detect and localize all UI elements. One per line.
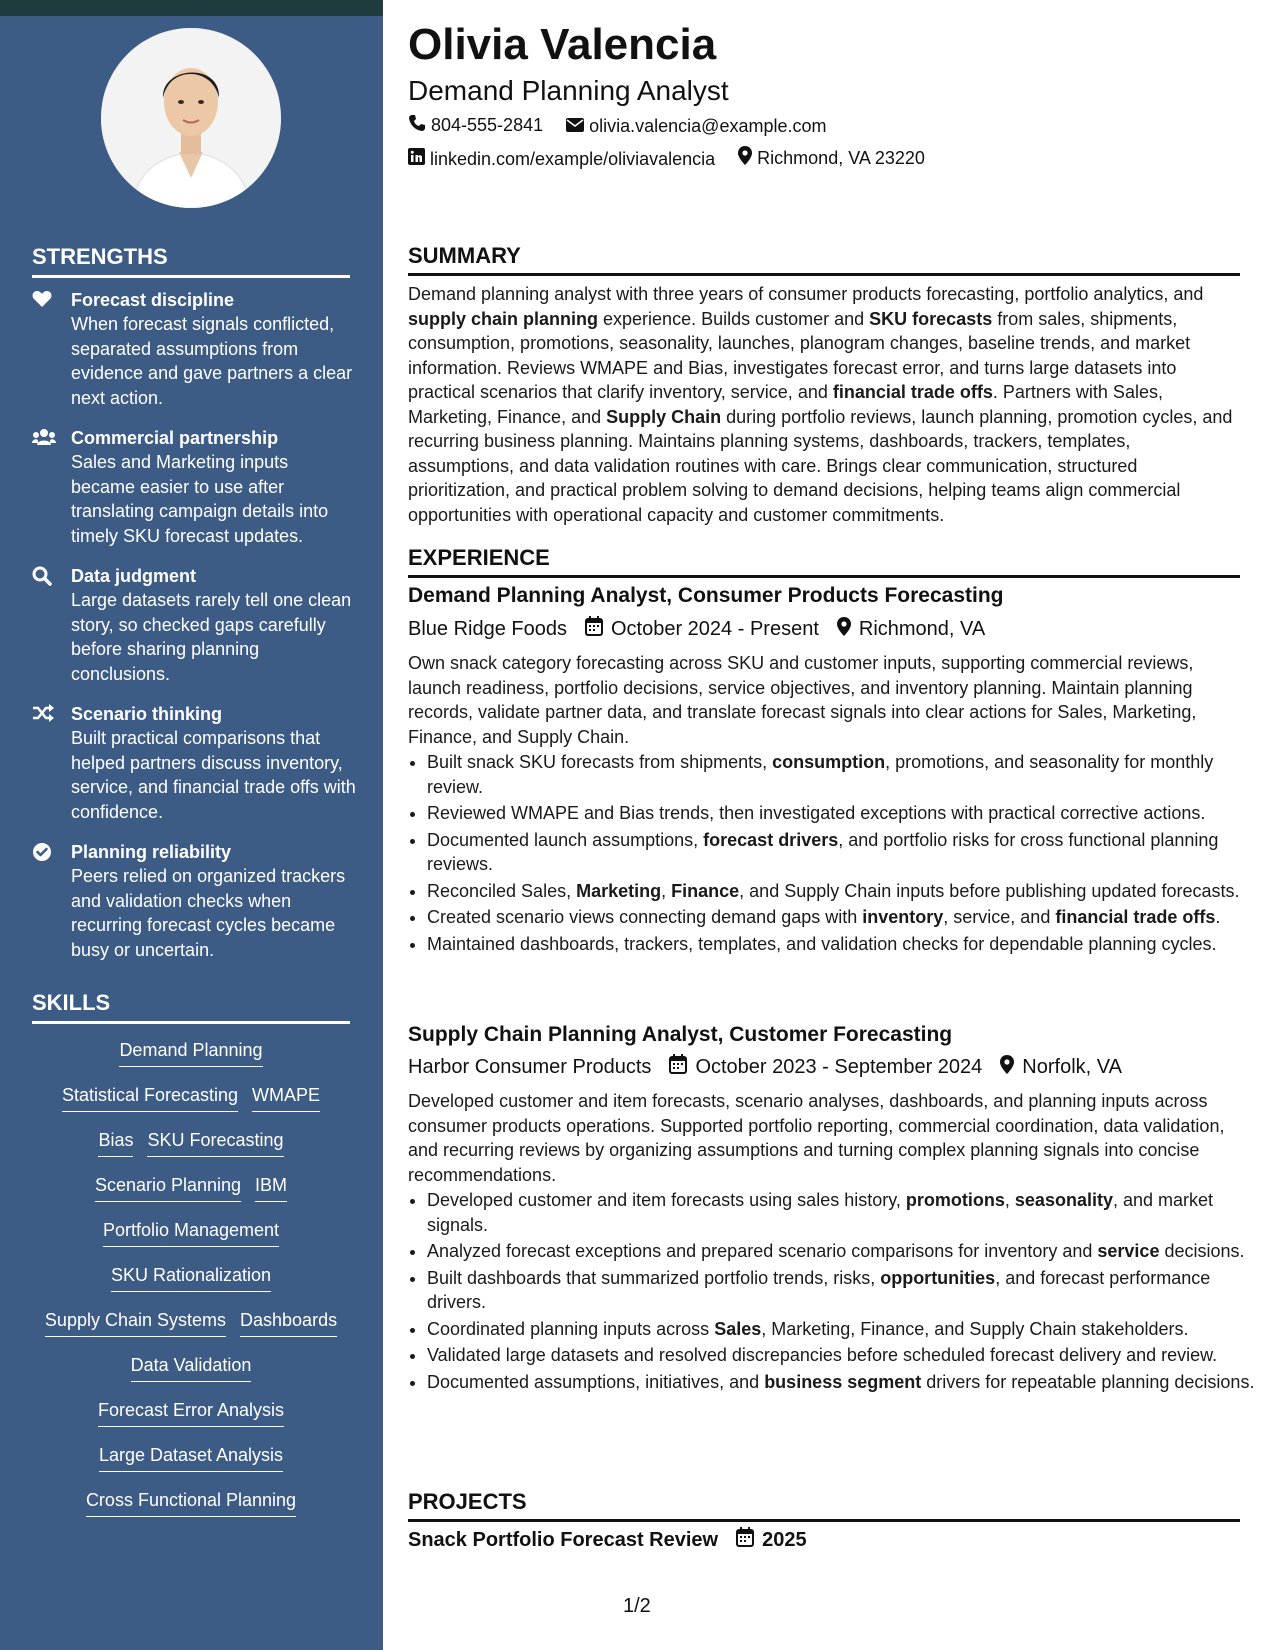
- project-year: 2025: [762, 1528, 807, 1551]
- bullet-item: [427, 1239, 1259, 1264]
- strengths-heading: STRENGTHS: [32, 244, 350, 278]
- bullet-span: , Marketing, Finance, and Supply Chain stakeholders.: [761, 1318, 1189, 1339]
- bullet-span: drivers for repeatable planning decisions.: [921, 1371, 1255, 1392]
- strength-description: Large datasets rarely tell one clean story, so checked gaps carefully before sharing planning conclusions.: [71, 590, 352, 684]
- job-dates: October 2023 - September 2024: [695, 1055, 983, 1078]
- bullet-emphasis: business segment: [764, 1371, 922, 1392]
- job-location: Norfolk, VA: [1022, 1055, 1122, 1078]
- skill-tag: WMAPE: [252, 1083, 320, 1112]
- email-contact[interactable]: [566, 116, 826, 137]
- skill-tag: Dashboards: [240, 1308, 337, 1337]
- search-icon: [32, 566, 54, 586]
- linkedin-url[interactable]: linkedin.com/example/oliviavalencia: [430, 148, 716, 169]
- bullet-span: , and forecast performance drivers.: [427, 1267, 1211, 1312]
- job-description: Developed customer and item forecasts, scenario analyses, dashboards, and planning inputs across consumer products operations. Supported portfolio reporting, commercial coordination, data validation, and recurring reviews by organizing assumptions and turning complex planning signals into concise recommendations.: [408, 1091, 1225, 1185]
- bullet-span: decisions.: [1159, 1241, 1245, 1261]
- summary-emphasis: SKU forecasts: [869, 308, 993, 329]
- bullet-emphasis: Marketing: [576, 880, 662, 901]
- map-pin-icon: [982, 1055, 1022, 1080]
- job-title: Supply Chain Planning Analyst, Customer Forecasting: [408, 1023, 953, 1046]
- bullet-span: Created scenario views connecting demand gaps with: [427, 907, 863, 927]
- summary-span: experience. Builds customer and: [598, 308, 870, 329]
- calendar-icon: [567, 616, 611, 642]
- bullet-item: [427, 1370, 1259, 1395]
- bullet-span: Reconciled Sales,: [427, 880, 577, 901]
- phone-icon: [408, 114, 431, 137]
- calendar-icon: [718, 1527, 762, 1553]
- bullet-item: [427, 1343, 1259, 1368]
- strength-title: Forecast discipline: [71, 290, 235, 310]
- bullet-emphasis: promotions: [905, 1190, 1005, 1210]
- skill-tag: Portfolio Management: [103, 1218, 279, 1247]
- bullet-span: , and market signals.: [427, 1190, 1214, 1235]
- profile-photo: [101, 28, 281, 208]
- bullet-emphasis: seasonality: [1014, 1190, 1113, 1210]
- strength-description: Peers relied on organized trackers and validation checks when recurring forecast cycles became busy or uncertain.: [71, 866, 346, 960]
- bullet-span: Documented assumptions, initiatives, and: [427, 1371, 765, 1392]
- skill-tag: Data Validation: [131, 1353, 252, 1382]
- sidebar-top-strip: [0, 0, 383, 16]
- skill-tag: SKU Forecasting: [147, 1128, 283, 1157]
- bullet-emphasis: forecast drivers: [703, 829, 839, 850]
- contact-line-2: [408, 146, 943, 170]
- job-bullets: [408, 750, 1259, 958]
- summary-heading: SUMMARY: [408, 243, 1240, 276]
- bullet-span: , and portfolio risks for cross functional planning reviews.: [427, 829, 1219, 874]
- linkedin-contact[interactable]: [408, 148, 715, 170]
- page-number: 1/2: [623, 1595, 651, 1617]
- check-circle-icon: [32, 842, 54, 862]
- shuffle-icon: [32, 704, 54, 724]
- skills-list: [28, 1038, 354, 1533]
- bullet-span: Documented launch assumptions,: [427, 829, 704, 850]
- strength-title: Data judgment: [71, 566, 197, 586]
- job-meta: [408, 616, 985, 642]
- strength-description: Sales and Marketing inputs became easier to use after translating campaign details into timely SKU forecast updates.: [71, 452, 329, 546]
- strength-item: [32, 840, 357, 962]
- bullet-span: Reviewed WMAPE and Bias trends, then investigated exceptions with practical corrective actions.: [427, 803, 1206, 823]
- strength-description: When forecast signals conflicted, separated assumptions from evidence and gave partners a clear next action.: [71, 314, 353, 408]
- bullet-item: [427, 879, 1259, 904]
- skill-tag: Demand Planning: [119, 1038, 262, 1067]
- projects-heading: PROJECTS: [408, 1489, 1240, 1522]
- email-address[interactable]: olivia.valencia@example.com: [589, 116, 827, 136]
- summary-emphasis: supply chain planning: [408, 308, 599, 329]
- phone-contact: [408, 114, 543, 137]
- bullet-emphasis: financial trade offs: [1055, 907, 1216, 927]
- bullet-emphasis: opportunities: [880, 1267, 996, 1288]
- summary-span: Demand planning analyst with three years of consumer products forecasting, portfolio analytics, and: [408, 284, 1204, 304]
- bullet-span: Developed customer and item forecasts using sales history,: [427, 1190, 906, 1210]
- bullet-item: [427, 1188, 1259, 1237]
- skill-tag: SKU Rationalization: [111, 1263, 271, 1292]
- project-name: Snack Portfolio Forecast Review: [408, 1528, 719, 1551]
- calendar-icon: [651, 1054, 695, 1080]
- job-meta: [408, 1054, 1122, 1080]
- skill-tag: Scenario Planning: [95, 1173, 241, 1202]
- bullet-span: Validated large datasets and resolved discrepancies before scheduled forecast delivery and review.: [427, 1345, 1218, 1365]
- summary-span: during portfolio reviews, launch planning, promotion cycles, and recurring business planning. Maintains planning systems, dashboards, trackers, templates, assumptions, and data validation routines with care. Brings clear communication, structured prioritization, and practical problem solving to demand decisions, helping teams align commercial opportunities with operational capacity and customer commitments.: [408, 406, 1233, 525]
- strength-title: Planning reliability: [71, 842, 232, 862]
- project-item: [408, 1527, 807, 1553]
- location-contact: [738, 146, 925, 170]
- strengths-list: [32, 288, 357, 978]
- skill-tag: Supply Chain Systems: [45, 1308, 226, 1337]
- strength-item: [32, 702, 357, 824]
- bullet-span: Coordinated planning inputs across: [427, 1318, 715, 1339]
- strength-title: Scenario thinking: [71, 704, 223, 724]
- strength-item: [32, 288, 357, 410]
- experience-heading: EXPERIENCE: [408, 545, 1240, 578]
- summary-span: . Partners with Sales, Marketing, Finance, and: [408, 382, 1163, 427]
- skill-tag: IBM: [255, 1173, 287, 1202]
- contact-line-1: [408, 114, 845, 137]
- envelope-icon: [566, 116, 589, 137]
- job-location: Richmond, VA: [858, 617, 986, 640]
- job-description: Own snack category forecasting across SKU and customer inputs, supporting commercial reviews, launch readiness, portfolio decisions, service objectives, and inventory planning. Maintain planning records, validate partner data, and translate forecast signals into clear actions for Sales, Marketing, Finance, and Supply Chain.: [408, 653, 1197, 747]
- map-pin-icon: [819, 617, 859, 642]
- company-name: Harbor Consumer Products: [408, 1055, 652, 1078]
- skill-tag: Forecast Error Analysis: [98, 1398, 284, 1427]
- candidate-name: Olivia Valencia: [408, 20, 717, 69]
- bullet-span: Built dashboards that summarized portfolio trends, risks,: [427, 1267, 881, 1288]
- summary-emphasis: financial trade offs: [832, 382, 993, 402]
- bullet-span: .: [1215, 907, 1221, 927]
- linkedin-icon: [408, 148, 430, 170]
- bullet-emphasis: consumption: [772, 752, 886, 772]
- skill-tag: Large Dataset Analysis: [99, 1443, 283, 1472]
- bullet-span: , promotions, and seasonality for monthly review.: [427, 752, 1214, 797]
- bullet-emphasis: inventory: [862, 907, 944, 927]
- bullet-span: , service, and: [943, 907, 1056, 927]
- sidebar: [0, 16, 383, 1650]
- bullet-item: [427, 932, 1259, 957]
- bullet-item: [427, 905, 1259, 930]
- skill-tag: Cross Functional Planning: [86, 1488, 296, 1517]
- bullet-item: [427, 801, 1259, 826]
- bullet-emphasis: Finance: [671, 880, 740, 901]
- map-pin-icon: [738, 146, 757, 170]
- phone-number: 804-555-2841: [431, 115, 544, 135]
- bullet-item: [427, 828, 1259, 877]
- summary-span: from sales, shipments, consumption, promotions, seasonality, launches, planogram changes, baseline trends, and market information. Reviews WMAPE and Bias, investigates forecast error, and turns large datasets into practical scenarios that clarify inventory, service, and: [408, 308, 1191, 402]
- bullet-span: ,: [1004, 1190, 1015, 1210]
- bullet-span: , and Supply Chain inputs before publishing updated forecasts.: [739, 880, 1240, 901]
- heart-icon: [32, 290, 54, 310]
- job-title: Demand Planning Analyst, Consumer Products Forecasting: [408, 584, 1004, 607]
- bullet-span: Built snack SKU forecasts from shipments,: [427, 752, 773, 772]
- bullet-span: Maintained dashboards, trackers, templates, and validation checks for dependable planning cycles.: [427, 933, 1217, 954]
- job-bullets: [408, 1188, 1259, 1396]
- candidate-title: Demand Planning Analyst: [408, 75, 729, 106]
- summary-emphasis: Supply Chain: [606, 406, 722, 427]
- bullet-emphasis: service: [1097, 1241, 1160, 1261]
- strength-item: [32, 564, 357, 686]
- bullet-item: [427, 750, 1259, 799]
- bullet-emphasis: Sales: [714, 1318, 762, 1339]
- bullet-item: [427, 1266, 1259, 1315]
- company-name: Blue Ridge Foods: [408, 617, 567, 640]
- summary-text: [408, 282, 1240, 527]
- job-dates: October 2024 - Present: [610, 617, 819, 640]
- users-icon: [32, 428, 54, 448]
- bullet-span: Analyzed forecast exceptions and prepared scenario comparisons for inventory and: [427, 1241, 1098, 1261]
- strength-title: Commercial partnership: [71, 428, 279, 448]
- skills-heading: SKILLS: [32, 990, 350, 1024]
- location-text: Richmond, VA 23220: [757, 147, 925, 168]
- bullet-span: ,: [661, 880, 672, 901]
- strength-item: [32, 426, 357, 548]
- bullet-item: [427, 1317, 1259, 1342]
- skill-tag: Statistical Forecasting: [62, 1083, 238, 1112]
- skill-tag: Bias: [98, 1128, 133, 1157]
- strength-description: Built practical comparisons that helped partners discuss inventory, service, and financial trade offs with confidence.: [71, 728, 356, 822]
